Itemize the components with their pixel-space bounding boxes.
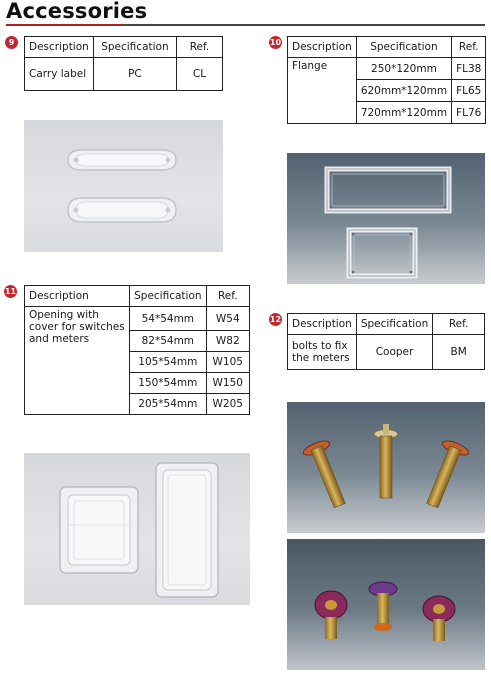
col-header-ref: Ref. bbox=[177, 37, 223, 58]
bolt-short bbox=[315, 591, 347, 639]
cell-specification: 720mm*120mm bbox=[356, 102, 451, 124]
cell-specification: Cooper bbox=[356, 335, 432, 370]
col-header-specification: Specification bbox=[356, 314, 432, 335]
cell-ref: FL76 bbox=[452, 102, 486, 124]
cell-specification: 620mm*120mm bbox=[356, 80, 451, 102]
table-row bbox=[25, 307, 250, 331]
table-header-row bbox=[25, 37, 223, 58]
flange-illustration bbox=[287, 153, 485, 284]
col-header-description: Description bbox=[288, 37, 357, 58]
section-badge-12: 12 bbox=[269, 315, 282, 324]
col-header-description: Description bbox=[25, 37, 94, 58]
opening-cover-illustration bbox=[24, 453, 250, 605]
opening-cover-photo bbox=[24, 453, 250, 605]
title-divider-accent bbox=[6, 24, 124, 26]
cell-specification: 150*54mm bbox=[130, 373, 206, 394]
table-carry-label bbox=[24, 36, 223, 91]
col-header-description: Description bbox=[25, 286, 130, 307]
table-row bbox=[288, 58, 486, 80]
cell-ref: W82 bbox=[206, 331, 249, 352]
bolts-illustration-2 bbox=[287, 539, 485, 670]
cell-ref: W150 bbox=[206, 373, 249, 394]
cell-specification: 82*54mm bbox=[130, 331, 206, 352]
bolt-short bbox=[369, 582, 397, 631]
cell-specification: PC bbox=[93, 58, 176, 91]
cell-ref: W205 bbox=[206, 394, 249, 415]
bolt bbox=[374, 424, 398, 498]
carry-label-illustration bbox=[24, 120, 223, 252]
table-header-row bbox=[288, 37, 486, 58]
cell-ref: W54 bbox=[206, 307, 249, 331]
carry-label-shape bbox=[68, 150, 176, 170]
cell-specification: 250*120mm bbox=[356, 58, 451, 80]
bolts-photo-1 bbox=[287, 402, 485, 533]
flange-photo bbox=[287, 153, 485, 284]
cell-ref: W105 bbox=[206, 352, 249, 373]
bolt bbox=[419, 438, 470, 511]
cell-ref: CL bbox=[177, 58, 223, 91]
cell-ref: FL38 bbox=[452, 58, 486, 80]
bolt-short bbox=[423, 596, 455, 641]
cell-description: Carry label bbox=[25, 58, 94, 91]
col-header-specification: Specification bbox=[356, 37, 451, 58]
cell-description: Flange bbox=[288, 58, 357, 124]
carry-label-photo bbox=[24, 120, 223, 252]
cell-specification: 54*54mm bbox=[130, 307, 206, 331]
cell-specification: 105*54mm bbox=[130, 352, 206, 373]
col-header-ref: Ref. bbox=[433, 314, 485, 335]
col-header-description: Description bbox=[288, 314, 357, 335]
carry-label-shape bbox=[68, 198, 176, 222]
section-badge-10: 10 bbox=[269, 38, 282, 47]
cell-ref: FL65 bbox=[452, 80, 486, 102]
col-header-specification: Specification bbox=[130, 286, 206, 307]
page-title: Accessories bbox=[6, 0, 148, 23]
table-row bbox=[288, 335, 485, 370]
cell-description: Opening with cover for switches and meters bbox=[25, 307, 130, 415]
bolts-illustration-1 bbox=[287, 402, 485, 533]
flange-frame-large bbox=[327, 169, 449, 211]
table-opening-cover bbox=[24, 285, 250, 415]
bolts-photo-2 bbox=[287, 539, 485, 670]
cell-description: bolts to fix the meters bbox=[288, 335, 357, 370]
col-header-specification: Specification bbox=[93, 37, 176, 58]
cover-small bbox=[60, 487, 138, 573]
table-header-row bbox=[288, 314, 485, 335]
table-row bbox=[25, 58, 223, 91]
section-badge-11: 11 bbox=[4, 287, 17, 296]
cover-large bbox=[156, 463, 218, 597]
cell-specification: 205*54mm bbox=[130, 394, 206, 415]
section-badge-9: 9 bbox=[5, 36, 18, 49]
table-bolts bbox=[287, 313, 485, 370]
bolt bbox=[302, 438, 353, 511]
flange-frame-small bbox=[349, 230, 415, 276]
cell-ref: BM bbox=[433, 335, 485, 370]
table-flange bbox=[287, 36, 486, 124]
col-header-ref: Ref. bbox=[206, 286, 249, 307]
col-header-ref: Ref. bbox=[452, 37, 486, 58]
table-header-row bbox=[25, 286, 250, 307]
